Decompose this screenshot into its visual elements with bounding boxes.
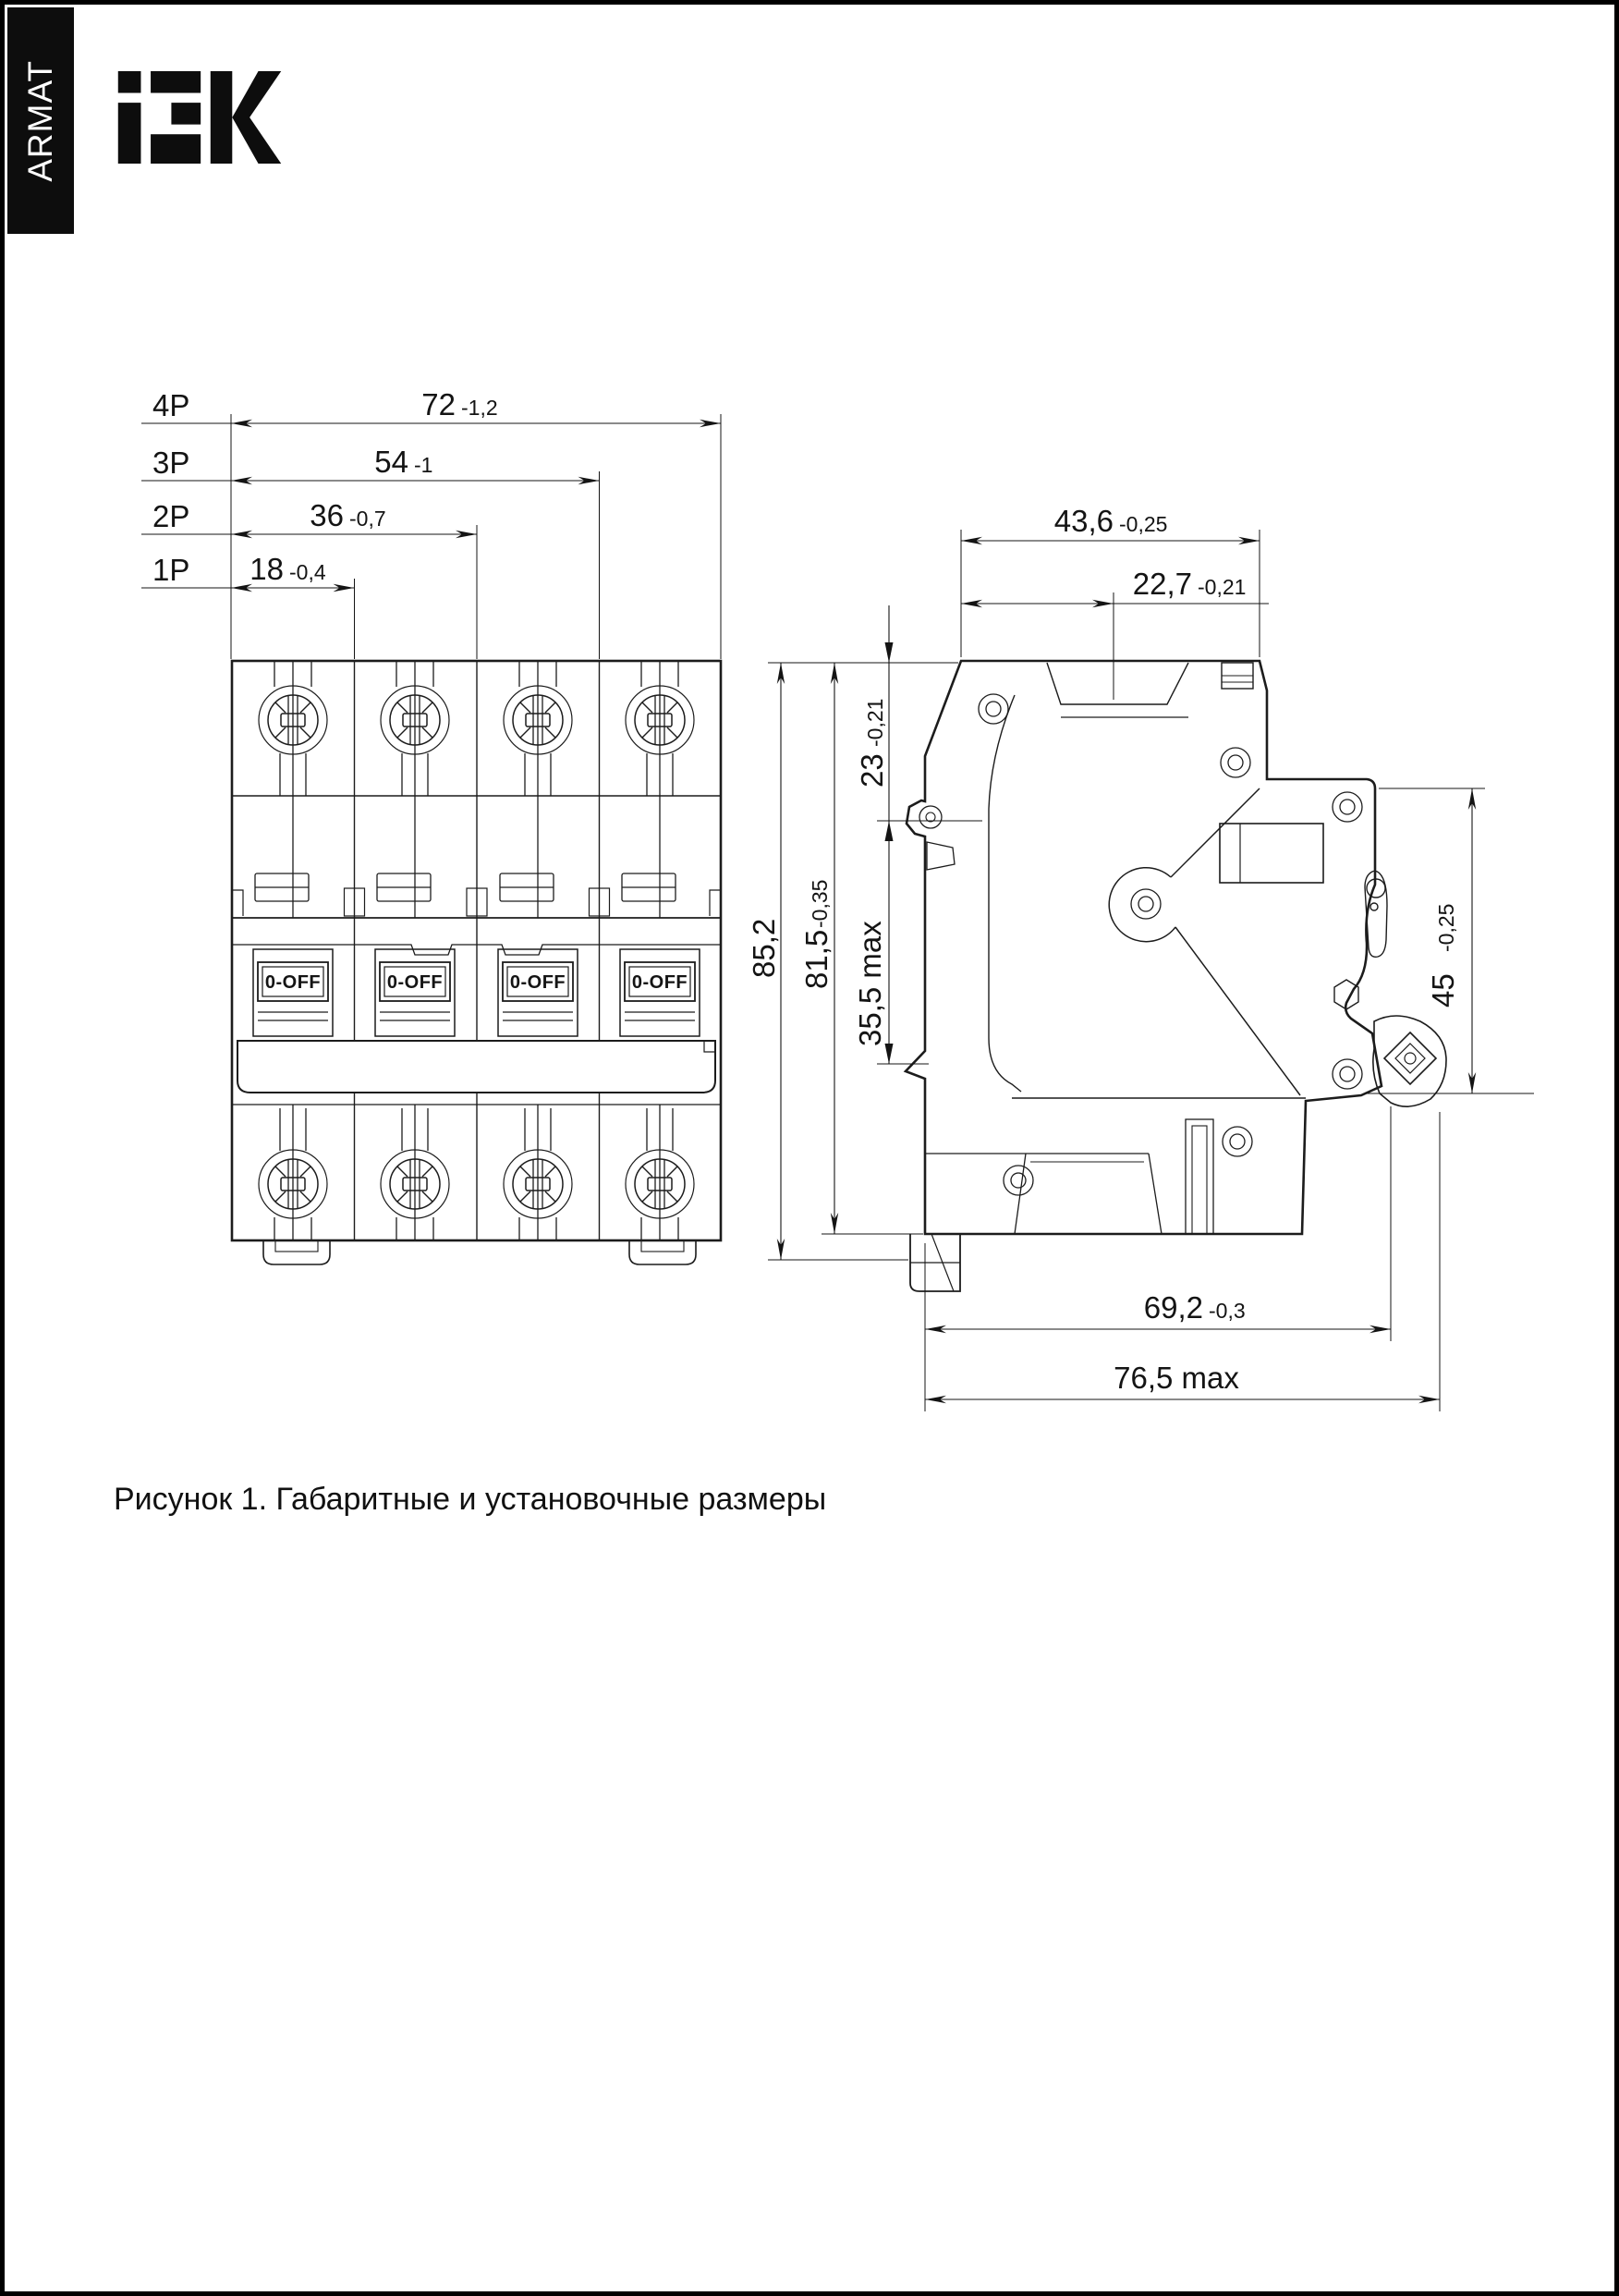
handle-tie-bar [237, 1041, 715, 1093]
dim-23-tolerance: -0,21 [863, 698, 887, 747]
dim-69-2-tolerance: -0,3 [1209, 1299, 1246, 1323]
front-top-terminals [255, 661, 694, 918]
dim-85-2-value: 85,2 [747, 918, 781, 978]
dim-43-6-value: 43,6 [1053, 504, 1114, 538]
dim-18-tolerance: -0,4 [289, 560, 326, 584]
dim-22-7-tolerance: -0,21 [1198, 575, 1247, 599]
dim-36-tolerance: -0,7 [349, 507, 386, 531]
side-view [906, 661, 1446, 1291]
dim-35-5-value: 35,5 max [853, 921, 887, 1046]
dim-81-5-value: 81,5 [799, 929, 834, 989]
marking-plate [1220, 824, 1323, 883]
dim-18-value: 18 [250, 552, 284, 586]
dim-72-value: 72 [421, 387, 456, 421]
side-body-outline [906, 661, 1382, 1234]
side-terminal-screw [1373, 1016, 1446, 1106]
dim-43-6-tolerance: -0,25 [1119, 512, 1168, 536]
series-label: ARMAT [21, 59, 59, 182]
din-feet [263, 1240, 696, 1264]
dim-45-tolerance: -0,25 [1434, 903, 1458, 952]
switch-state-label: 0-OFF [509, 972, 566, 993]
pole-label: 2P [152, 499, 190, 533]
dim-22-7-value: 22,7 [1132, 567, 1192, 601]
dim-72-tolerance: -1,2 [461, 396, 498, 420]
dim-81-5-tolerance: -0,35 [808, 879, 832, 928]
pole-width-dimension-lines [141, 423, 721, 588]
din-rail-channel [925, 1119, 1213, 1234]
dim-54-tolerance: -1 [414, 453, 433, 477]
pole-label: 4P [152, 388, 190, 422]
dim-23-value: 23 [855, 753, 889, 788]
dimensions [141, 414, 1534, 1411]
dim-69-2-value: 69,2 [1143, 1290, 1203, 1325]
switch-state-label: 0-OFF [631, 972, 688, 993]
din-clip [910, 1234, 960, 1291]
switch-state-label: 0-OFF [386, 972, 444, 993]
dimension-labels [152, 387, 1460, 1395]
front-view [232, 661, 721, 1264]
pole-label: 1P [152, 553, 190, 587]
dim-36-value: 36 [310, 498, 344, 532]
dim-45-value: 45 [1426, 973, 1460, 1008]
dim-76-5-value: 76,5 max [1114, 1361, 1239, 1395]
dim-54-value: 54 [374, 445, 408, 479]
technical-drawing [5, 5, 1619, 2296]
pole-label: 3P [152, 446, 190, 480]
switch-state-label: 0-OFF [264, 972, 322, 993]
figure-caption: Рисунок 1. Габаритные и установочные размеры [114, 1482, 827, 1517]
